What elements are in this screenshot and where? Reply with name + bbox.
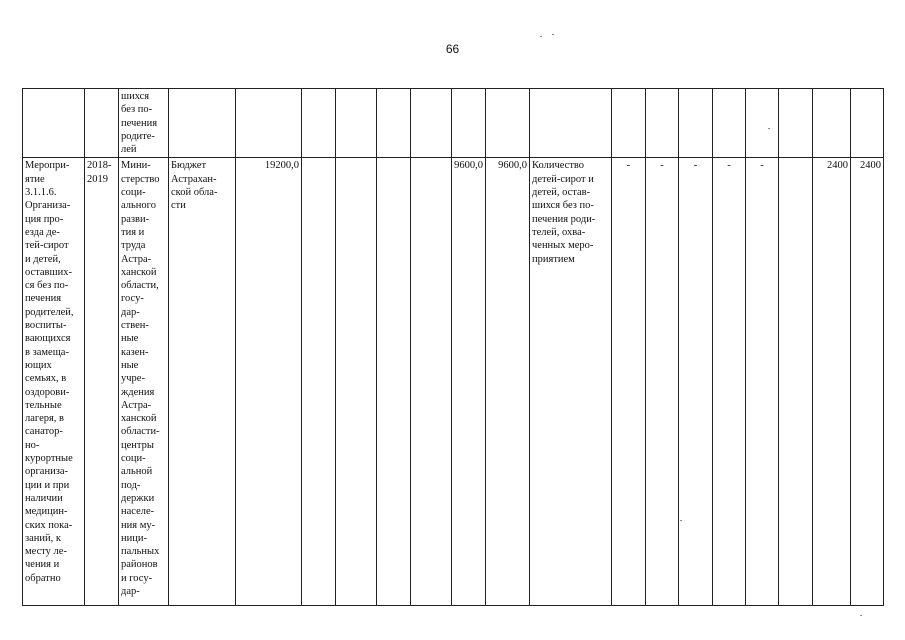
executor-cell: шихся без по- печения родите- лей (119, 89, 169, 158)
indicator-2016-cell: - (679, 158, 713, 606)
total-cell (236, 89, 302, 158)
funding-2016-cell (377, 89, 411, 158)
funding-2014-cell (302, 158, 336, 606)
executor-cell: Мини- стерство соци- ального разви- тия и труда Астра- ханской области, госу- дар- ствен- ные казен- ные учре- ждения Астра- ханской области- центры соци- альной под- держки населе- ния му- ници- пальных районов и госу- дар- (119, 158, 169, 606)
years-cell (85, 89, 119, 158)
source-cell: Бюджет Астрахан- ской обла- сти (169, 158, 236, 606)
indicator-2018-cell (746, 89, 779, 158)
indicator-2018-cell: - (746, 158, 779, 606)
funding-2018-cell: 9600,0 (452, 158, 486, 606)
measure-cell: Меропри- ятие 3.1.1.6. Организа- ция про- езда де- тей-сирот и детей, оставших- ся без по- печения родителей, воспиты- вающихся в замеща- ющих семьях, в оздорови- тельные лагеря, в санатор- но- курортные организа- ции и при наличии медицин- ских пока- заний, к месту ле- чения и обратно (23, 158, 85, 606)
funding-2015-cell (336, 89, 377, 158)
table-row (23, 158, 884, 606)
scan-speck (552, 34, 554, 35)
indicator-2019-cell (779, 158, 813, 606)
scan-speck (768, 128, 770, 129)
funding-2017-cell (411, 158, 452, 606)
source-cell (169, 89, 236, 158)
scan-speck (860, 615, 862, 616)
funding-2014-cell (302, 89, 336, 158)
funding-2019-cell: 9600,0 (486, 158, 530, 606)
funding-2016-cell (377, 158, 411, 606)
measure-cell (23, 89, 85, 158)
indicator-2014-cell (612, 89, 646, 158)
indicator-2019-cell (779, 89, 813, 158)
indicator-2016-cell (679, 89, 713, 158)
funding-2019-cell (486, 89, 530, 158)
indicator-2021-cell (851, 89, 884, 158)
indicator-2020-cell: 2400 (813, 158, 851, 606)
indicator-2015-cell: - (646, 158, 679, 606)
indicator-2020-cell (813, 89, 851, 158)
indicator-2014-cell: - (612, 158, 646, 606)
program-table (22, 88, 884, 606)
scan-speck (680, 520, 682, 521)
indicator-2015-cell (646, 89, 679, 158)
table-row (23, 89, 884, 158)
total-cell: 19200,0 (236, 158, 302, 606)
page-number: 66 (445, 42, 460, 56)
funding-2017-cell (411, 89, 452, 158)
scan-speck (540, 36, 542, 37)
indicator-cell (530, 89, 612, 158)
indicator-cell: Количество детей-сирот и детей, остав- шихся без по- печения роди- телей, охва- ченных меро- приятием (530, 158, 612, 606)
funding-2015-cell (336, 158, 377, 606)
indicator-2017-cell (713, 89, 746, 158)
indicator-2021-cell: 2400 (851, 158, 884, 606)
years-cell: 2018- 2019 (85, 158, 119, 606)
indicator-2017-cell: - (713, 158, 746, 606)
funding-2018-cell (452, 89, 486, 158)
